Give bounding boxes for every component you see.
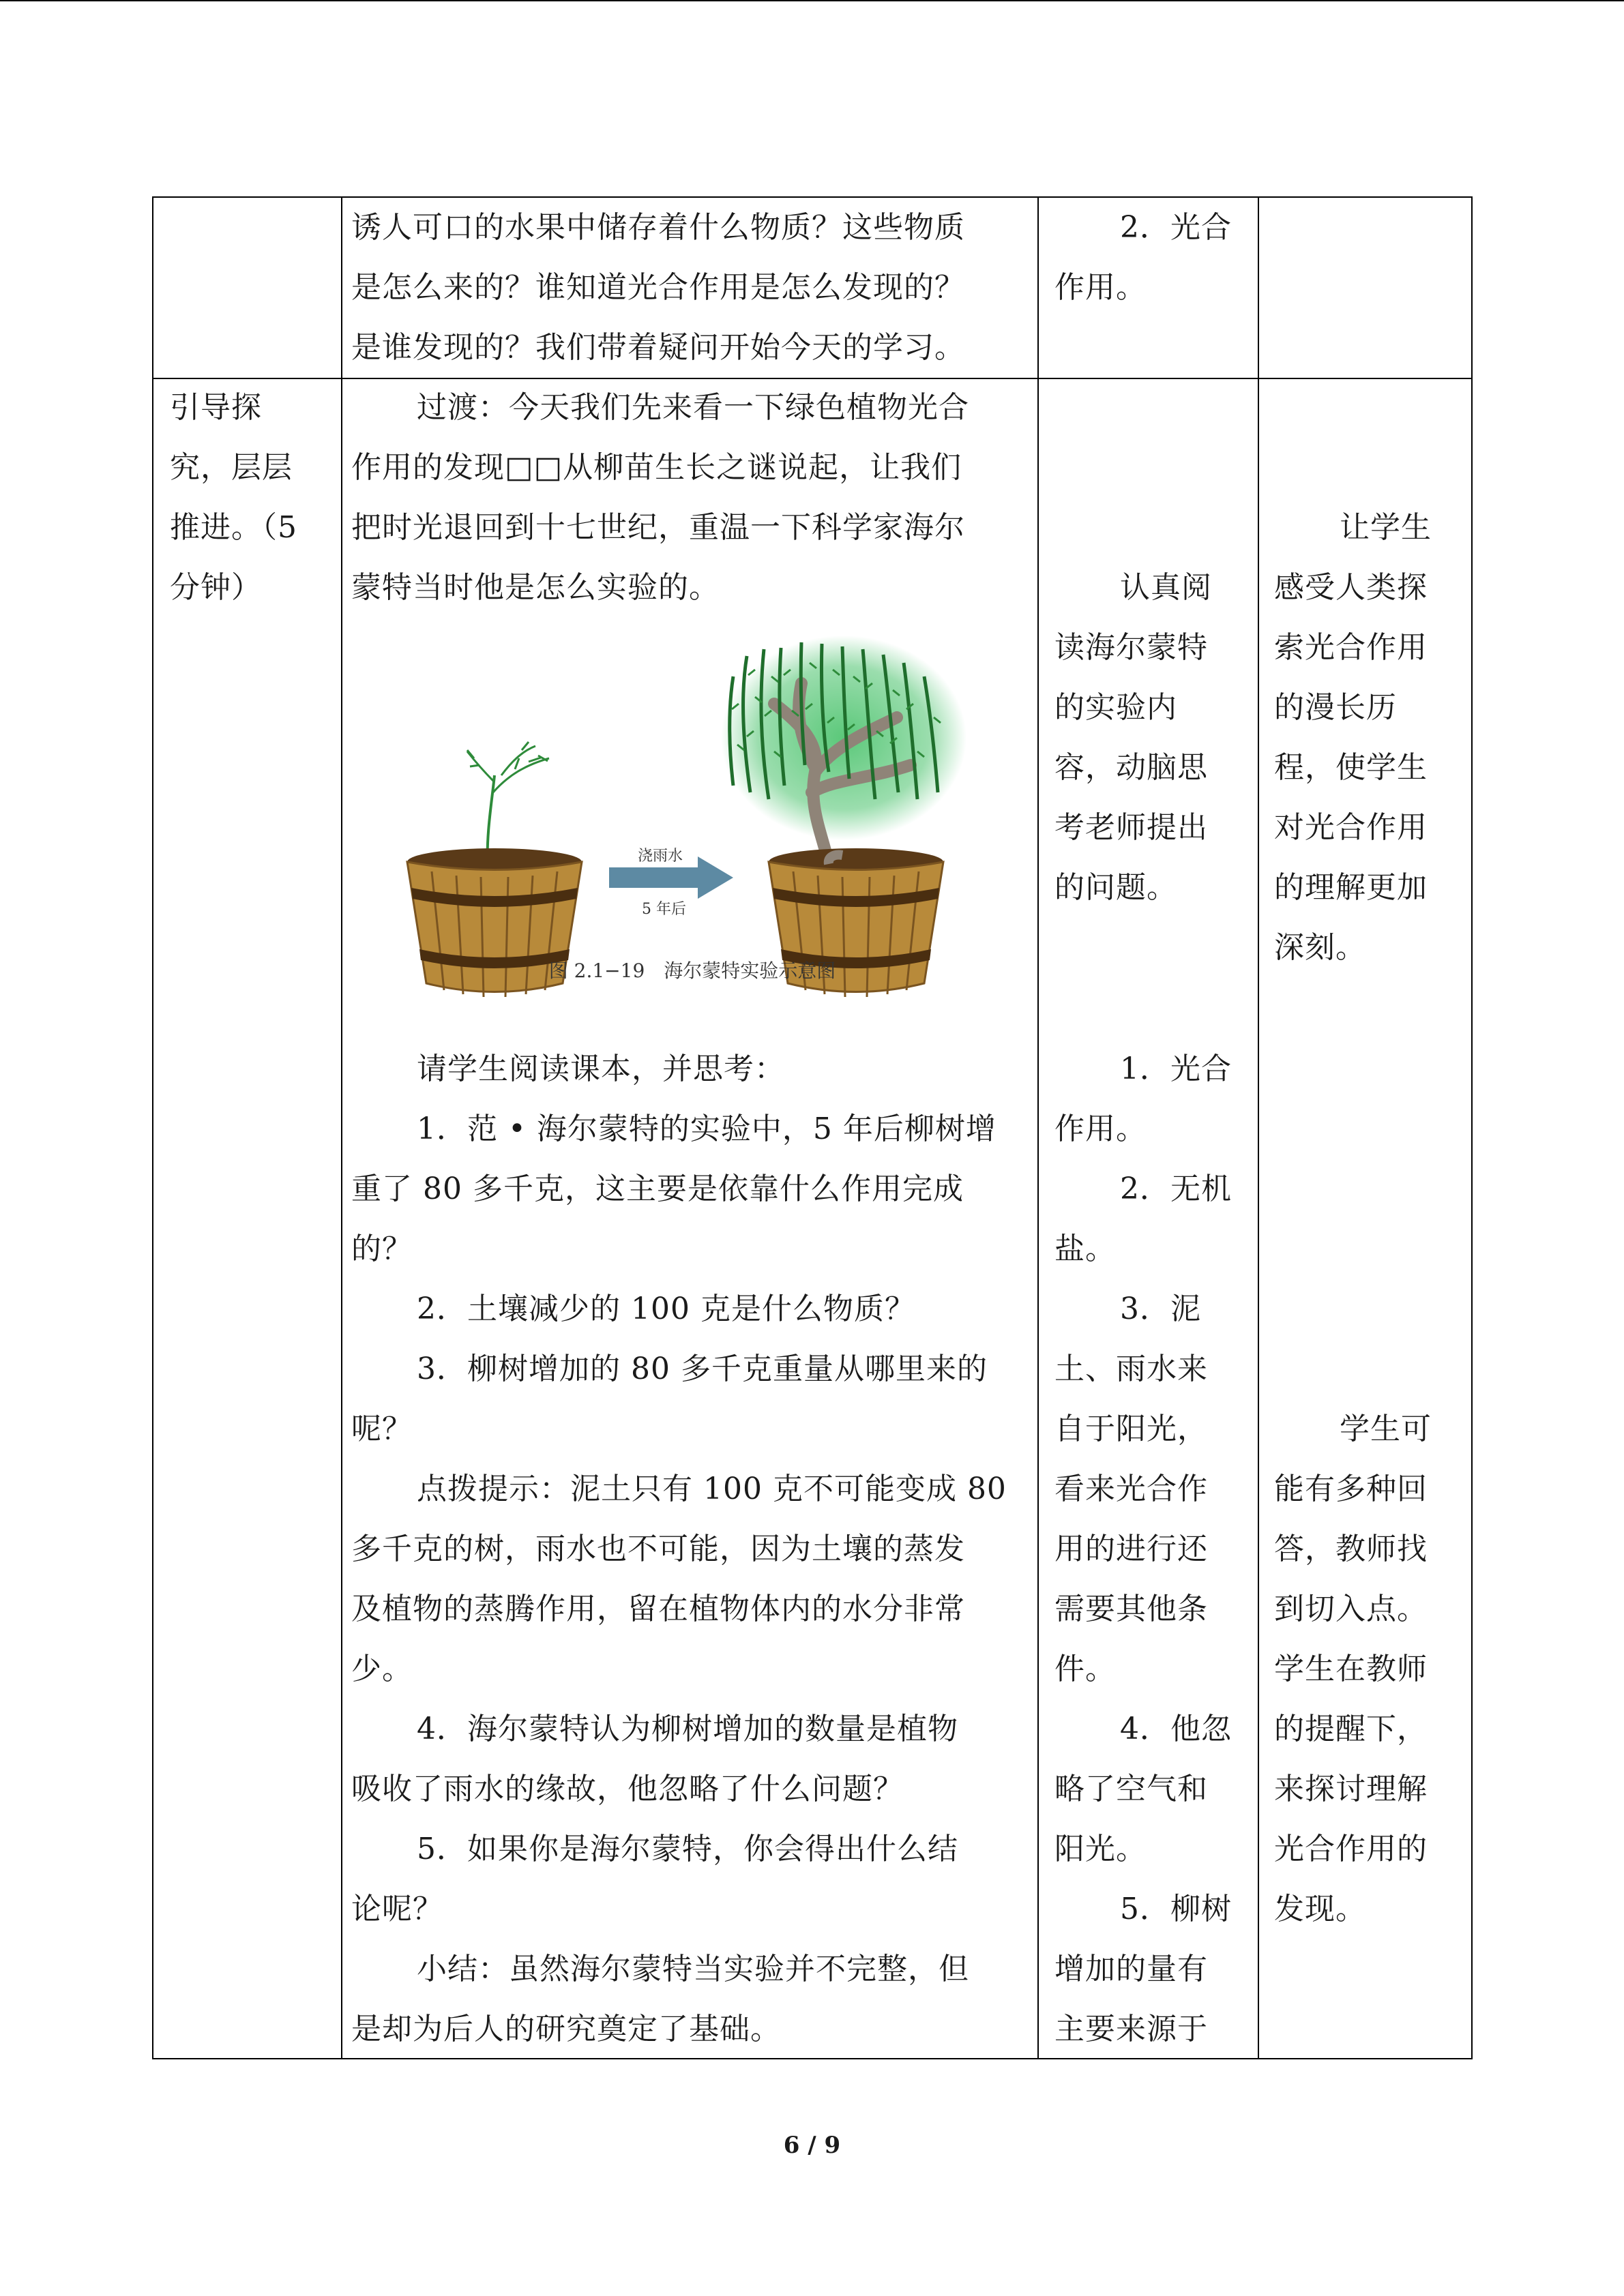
stage-label-cell [170, 378, 297, 618]
student-activity-top-cell [1054, 558, 1212, 918]
text-line: 是谁发现的？我们带着疑问开始今天的学习。 [351, 330, 965, 365]
text-line: 土、雨水来 [1054, 1352, 1208, 1386]
text-line: 重了 80 多千克，这主要是依靠什么作用完成 [351, 1172, 964, 1206]
text-line: 呢？ [351, 1412, 413, 1446]
text-line: 索光合作用 [1274, 630, 1428, 665]
text-line: 的漫长历 [1274, 690, 1397, 725]
text-line: 论呢？ [351, 1892, 443, 1926]
text-line: 的理解更加 [1274, 870, 1428, 905]
text-line: 是怎么来的？谁知道光合作用是怎么发现的？ [351, 270, 965, 305]
text-line: 盐。 [1054, 1232, 1116, 1266]
text-line: 3．泥 [1120, 1292, 1201, 1326]
text-line: 2．土壤减少的 100 克是什么物质？ [417, 1292, 915, 1326]
text-line: 光合作用的 [1274, 1832, 1428, 1866]
design-intent-bottom-cell [1274, 1399, 1432, 1939]
text-line: 来探讨理解 [1274, 1772, 1428, 1806]
text-line: 吸收了雨水的缘故，他忽略了什么问题？ [351, 1772, 904, 1806]
text-line: 的实验内 [1054, 690, 1177, 725]
design-intent-top-cell [1274, 498, 1432, 978]
row1-content-cell [351, 198, 965, 378]
text-line: 3．柳树增加的 80 多千克重量从哪里来的 [417, 1352, 988, 1386]
text-line: 1．光合 [1120, 1052, 1232, 1086]
text-line: 考老师提出 [1054, 810, 1208, 845]
text-line: 请学生阅读课本，并思考： [417, 1052, 785, 1086]
seedling-icon [467, 742, 549, 864]
text-line: 过渡：今天我们先来看一下绿色植物光合 [417, 390, 969, 425]
text-line: 2．光合 [1120, 210, 1232, 245]
top-border-line [0, 0, 1624, 1]
text-line: 程，使学生 [1274, 750, 1428, 785]
text-line: 读海尔蒙特 [1054, 630, 1208, 665]
text-line: 到切入点。 [1274, 1592, 1428, 1626]
text-line: 认真阅 [1120, 570, 1212, 605]
student-activity-bottom-cell [1054, 1039, 1232, 2059]
text-line: 少。 [351, 1652, 413, 1686]
experiment-illustration [392, 629, 1006, 1011]
text-line: 是却为后人的研究奠定了基础。 [351, 2012, 781, 2046]
willow-tree-icon [721, 636, 966, 864]
text-line: 的？ [351, 1232, 413, 1266]
text-line: 学生可 [1340, 1412, 1432, 1446]
text-line: 自于阳光， [1054, 1412, 1208, 1446]
text-line: 2．无机 [1120, 1172, 1232, 1206]
text-line: 作用。 [1054, 1112, 1147, 1146]
text-line: 作用的发现□□从柳苗生长之谜说起，让我们 [351, 450, 962, 485]
text-line: 的提醒下， [1274, 1712, 1428, 1746]
column-divider [1258, 198, 1259, 2058]
text-line: 4．他忽 [1120, 1712, 1232, 1746]
lesson-table [152, 196, 1473, 2059]
text-line: 及植物的蒸腾作用，留在植物体内的水分非常 [351, 1592, 965, 1626]
teacher-intro-cell [351, 378, 969, 618]
text-line: 增加的量有 [1054, 1952, 1208, 1986]
text-line: 深刻。 [1274, 930, 1366, 965]
text-line: 把时光退回到十七世纪，重温一下科学家海尔 [351, 510, 965, 545]
text-line: 多千克的树，雨水也不可能，因为土壤的蒸发 [351, 1532, 965, 1566]
text-line: 略了空气和 [1054, 1772, 1208, 1806]
text-line: 看来光合作 [1054, 1472, 1208, 1506]
text-line: 发现。 [1274, 1892, 1366, 1926]
arrow-top-label: 浇雨水 [638, 848, 683, 865]
text-line: 引导探 [170, 390, 262, 425]
arrow-bottom-label: 5 年后 [642, 901, 686, 918]
text-line: 阳光。 [1054, 1832, 1147, 1866]
row1-student-cell [1054, 198, 1232, 318]
text-line: 让学生 [1340, 510, 1432, 545]
text-line: 能有多种回 [1274, 1472, 1428, 1506]
text-line: 5．如果你是海尔蒙特，你会得出什么结 [417, 1832, 958, 1866]
text-line: 主要来源于 [1054, 2012, 1208, 2046]
teacher-body-cell [351, 1039, 1007, 2059]
text-line: 学生在教师 [1274, 1652, 1428, 1686]
text-line: 件。 [1054, 1652, 1116, 1686]
text-line: 小结：虽然海尔蒙特当实验并不完整，但 [417, 1952, 969, 1986]
text-line: 需要其他条 [1054, 1592, 1208, 1626]
text-line: 作用。 [1054, 270, 1147, 305]
text-line: 感受人类探 [1274, 570, 1428, 605]
column-divider [1037, 198, 1039, 2058]
text-line: 容，动脑思 [1054, 750, 1208, 785]
text-line: 用的进行还 [1054, 1532, 1208, 1566]
text-line: 点拨提示：泥土只有 100 克不可能变成 80 [417, 1472, 1007, 1506]
text-line: 对光合作用 [1274, 810, 1428, 845]
text-line: 分钟） [170, 570, 262, 605]
column-divider [341, 198, 342, 2058]
page-number: 6 / 9 [783, 2132, 841, 2159]
text-line: 蒙特当时他是怎么实验的。 [351, 570, 720, 605]
text-line: 答，教师找 [1274, 1532, 1428, 1566]
helmont-experiment-figure [392, 629, 1006, 1011]
text-line: 究，层层 [170, 450, 293, 485]
text-line: 4．海尔蒙特认为柳树增加的数量是植物 [417, 1712, 958, 1746]
text-line: 的问题。 [1054, 870, 1177, 905]
text-line: 诱人可口的水果中储存着什么物质？这些物质 [351, 210, 965, 245]
text-line: 5．柳树 [1120, 1892, 1232, 1926]
text-line: 推进。（5 [170, 510, 297, 545]
figure-caption: 图 2.1−19 海尔蒙特实验示意图 [548, 959, 836, 982]
text-line: 1．范 • 海尔蒙特的实验中，5 年后柳树增 [417, 1112, 996, 1146]
